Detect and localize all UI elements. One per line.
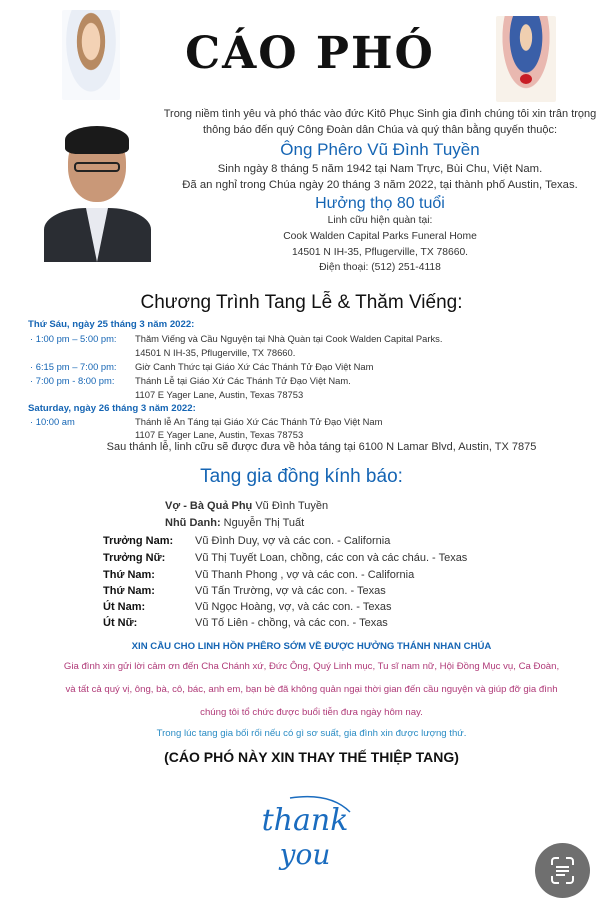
event-address: 1107 E Yager Lane, Austin, Texas 78753 xyxy=(135,429,304,440)
member-label: Trưởng Nam: xyxy=(103,535,174,547)
member-value: Vũ Đình Duy, vợ và các con. - California xyxy=(195,535,391,547)
event-desc: Giờ Canh Thức tại Giáo Xứ Các Thánh Tử Đạo Việt Nam xyxy=(135,361,374,372)
intro-line: Trong niềm tình yêu và phó thác vào đức Kitô Phục Sinh gia đình chúng tôi xin trân trọng xyxy=(163,108,597,120)
text-scan-icon xyxy=(535,843,590,898)
member-value: Vũ Thị Tuyết Loan, chồng, các con và các cháu. - Texas xyxy=(195,552,468,564)
event-address: 14501 N IH-35, Pflugerville, TX 78660. xyxy=(135,347,296,358)
birth-info: Sinh ngày 8 tháng 5 năm 1942 tại Nam Trực, Bùi Chu, Việt Nam. xyxy=(217,163,543,175)
member-label: Trưởng Nữ: xyxy=(103,552,166,564)
member-value: Vũ Tố Liên - chồng, và các con. - Texas xyxy=(195,617,388,629)
event-time: · 6:15 pm – 7:00 pm: xyxy=(30,361,117,372)
location-line: Cook Walden Capital Parks Funeral Home xyxy=(283,231,477,242)
maiden-name-line: Nhũ Danh: Nguyễn Thị Tuất xyxy=(165,517,305,529)
page-title: CÁO PHÓ xyxy=(185,28,435,79)
death-info: Đã an nghỉ trong Chúa ngày 20 tháng 3 năm 2022, tại thành phố Austin, Texas. xyxy=(182,179,578,191)
event-time: · 1:00 pm – 5:00 pm: xyxy=(30,333,117,344)
cremation-note: Sau thánh lễ, linh cữu sẽ được đưa về hỏa táng tại 6100 N Lamar Blvd, Austin, TX 7875 xyxy=(106,441,537,453)
member-label: Út Nam: xyxy=(103,601,146,613)
member-label: Thứ Nam: xyxy=(103,569,155,581)
event-time: · 7:00 pm - 8:00 pm: xyxy=(30,375,115,386)
location-line: 14501 N IH-35, Pflugerville, TX 78660. xyxy=(291,247,469,258)
member-label: Út Nữ: xyxy=(103,617,138,629)
date-header: Thứ Sáu, ngày 25 tháng 3 năm 2022: xyxy=(28,319,195,330)
thanks-line: chúng tôi tổ chức được buổi tiễn đưa ngày hôm nay. xyxy=(200,707,423,718)
apology-line: Trong lúc tang gia bối rối nếu có gì sơ suất, gia đình xin được lượng thứ. xyxy=(156,728,467,739)
spouse-line: Vợ - Bà Quả Phụ Vũ Đình Tuyền xyxy=(165,500,329,512)
thank-you-logo xyxy=(250,792,360,877)
family-heading: Tang gia đồng kính báo: xyxy=(200,466,403,487)
svg-text:you: you xyxy=(279,838,331,871)
svg-text:thank: thank xyxy=(261,803,349,838)
location-line: Linh cữu hiện quàn tại: xyxy=(327,215,433,226)
event-desc: Thánh Lễ tại Giáo Xứ Các Thánh Tử Đạo Việt Nam. xyxy=(135,375,351,386)
event-desc: Thăm Viếng và Cầu Nguyện tại Nhà Quàn tại Cook Walden Capital Parks. xyxy=(135,333,443,344)
deceased-name: Ông Phêro Vũ Đình Tuyền xyxy=(280,140,480,159)
member-value: Vũ Thanh Phong , vợ và các con. - California xyxy=(195,569,415,581)
program-heading: Chương Trình Tang Lễ & Thăm Viếng: xyxy=(140,292,463,313)
event-time: · 10:00 am xyxy=(30,416,75,427)
portrait-photo xyxy=(40,122,155,262)
thanks-line: Gia đình xin gửi lời cảm ơn đến Cha Chánh xứ, Đức Ông, Quý Linh mục, Tu sĩ nam nữ, Hội Đồng Mục vụ, Ca Đoàn, xyxy=(63,661,560,672)
member-value: Vũ Ngọc Hoàng, vợ, và các con. - Texas xyxy=(195,601,392,613)
age: Hưởng thọ 80 tuổi xyxy=(315,195,445,212)
member-label: Thứ Nam: xyxy=(103,585,155,597)
intro-line: thông báo đến quý Công Đoàn dân Chúa và quý thân bằng quyến thuộc: xyxy=(202,124,558,136)
prayer-request: XIN CẦU CHO LINH HỒN PHÊRO SỚM VỀ ĐƯỢC HƯỞNG THÁNH NHAN CHÚA xyxy=(131,641,492,652)
event-address: 1107 E Yager Lane, Austin, Texas 78753 xyxy=(135,389,304,400)
thanks-line: và tất cả quý vị, ông, bà, cô, bác, anh em, bạn bè đã không quản ngại thời gian đến cầu nguyện và giúp đỡ gia đình xyxy=(65,684,558,695)
card-note: (CÁO PHÓ NÀY XIN THAY THẾ THIỆP TANG) xyxy=(164,749,459,765)
text-scan-button[interactable] xyxy=(535,843,590,898)
member-value: Vũ Tấn Trường, vợ và các con. - Texas xyxy=(195,585,386,597)
event-desc: Thánh lễ An Táng tại Giáo Xứ Các Thánh Tử Đạo Việt Nam xyxy=(135,416,383,427)
date-header: Saturday, ngày 26 tháng 3 năm 2022: xyxy=(28,403,196,414)
phone: Điện thoại: (512) 251-4118 xyxy=(319,262,441,273)
